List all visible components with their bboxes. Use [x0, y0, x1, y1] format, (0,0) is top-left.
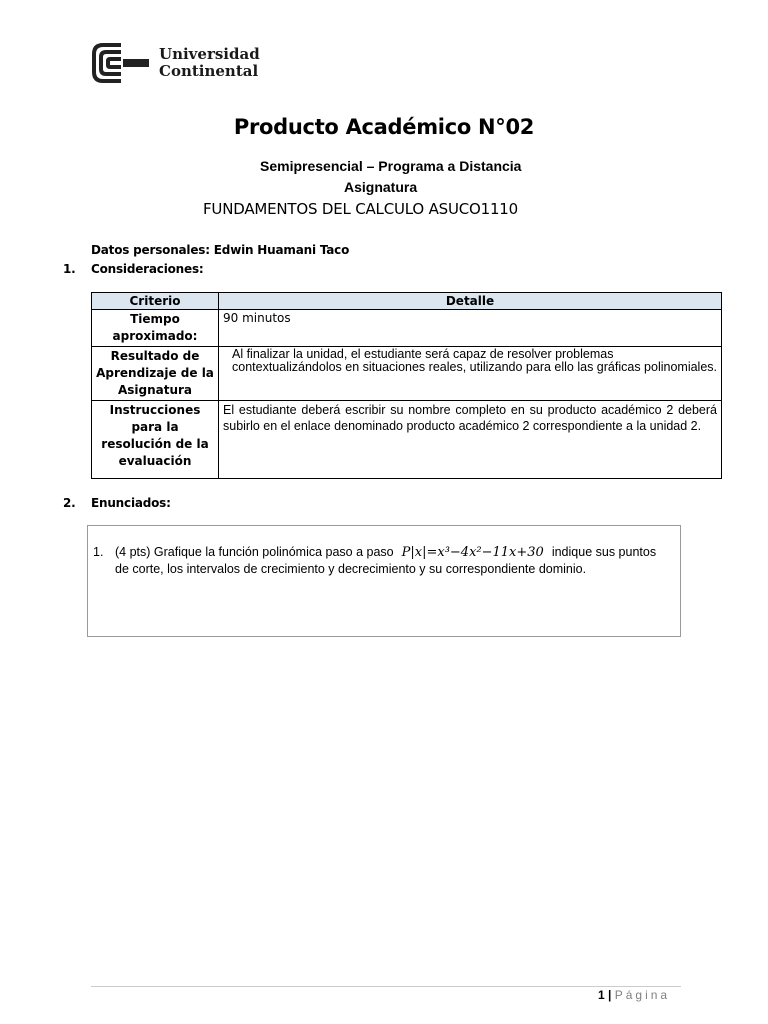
table-row: [92, 310, 722, 347]
row-label: Instrucciones para la resolución de la evaluación: [92, 401, 219, 479]
university-logo-icon: [91, 42, 151, 84]
personal-data: Datos personales: Edwin Huamani Taco: [91, 243, 350, 257]
question-box: [87, 525, 681, 637]
page-number: 1: [598, 988, 605, 1002]
page-title: Producto Académico N°02: [233, 115, 535, 139]
section-number: 2.: [63, 496, 76, 510]
logo-line2: Continental: [159, 62, 259, 80]
section-label: Consideraciones:: [91, 262, 204, 276]
table-header-row: [92, 293, 722, 310]
course-name: FUNDAMENTOS DEL CALCULO ASUCO1110: [203, 200, 518, 218]
row-label: Resultado de Aprendizaje de la Asignatura: [92, 347, 219, 401]
question-text-before: (4 pts) Grafique la función polinómica paso a paso: [115, 545, 394, 559]
subject-label: Asignatura: [344, 179, 418, 195]
row-detail: 90 minutos: [219, 310, 722, 347]
section-number: 1.: [63, 262, 76, 276]
logo-line1: Universidad: [159, 45, 260, 63]
criteria-table: [91, 292, 722, 479]
page-label: Página: [614, 988, 671, 1002]
row-detail: Al finalizar la unidad, el estudiante será capaz de resolver problemas contextualizándolos en situaciones reales, utilizando para ello las gráficas polinomiales.: [219, 347, 722, 401]
row-detail: El estudiante deberá escribir su nombre completo en su producto académico 2 deberá subirlo en el enlace denominado producto académico 2 correspondiente a la unidad 2.: [219, 401, 722, 479]
page-footer: [598, 988, 670, 1002]
university-logo: [91, 42, 260, 84]
footer-divider: [91, 986, 681, 987]
question-text-after: indique sus puntos de corte, los intervalos de crecimiento y decrecimiento y su correspondiente dominio.: [115, 545, 657, 576]
section-considerations: [63, 262, 204, 276]
section-label: Enunciados:: [91, 496, 171, 510]
logo-text: [159, 46, 260, 80]
question-formula: P|x|=x³−4x²−11x+30: [401, 545, 544, 560]
table-row: [92, 401, 722, 479]
question-item: [93, 544, 668, 577]
question-text: [115, 544, 668, 577]
header-detail: Detalle: [219, 293, 722, 310]
header-criterion: Criterio: [92, 293, 219, 310]
footer-separator: |: [608, 988, 612, 1002]
subtitle: Semipresencial – Programa a Distancia: [260, 158, 522, 174]
row-label: Tiempo aproximado:: [92, 310, 219, 347]
question-number: 1.: [93, 545, 104, 559]
table-row: [92, 347, 722, 401]
section-statements: [63, 496, 171, 510]
